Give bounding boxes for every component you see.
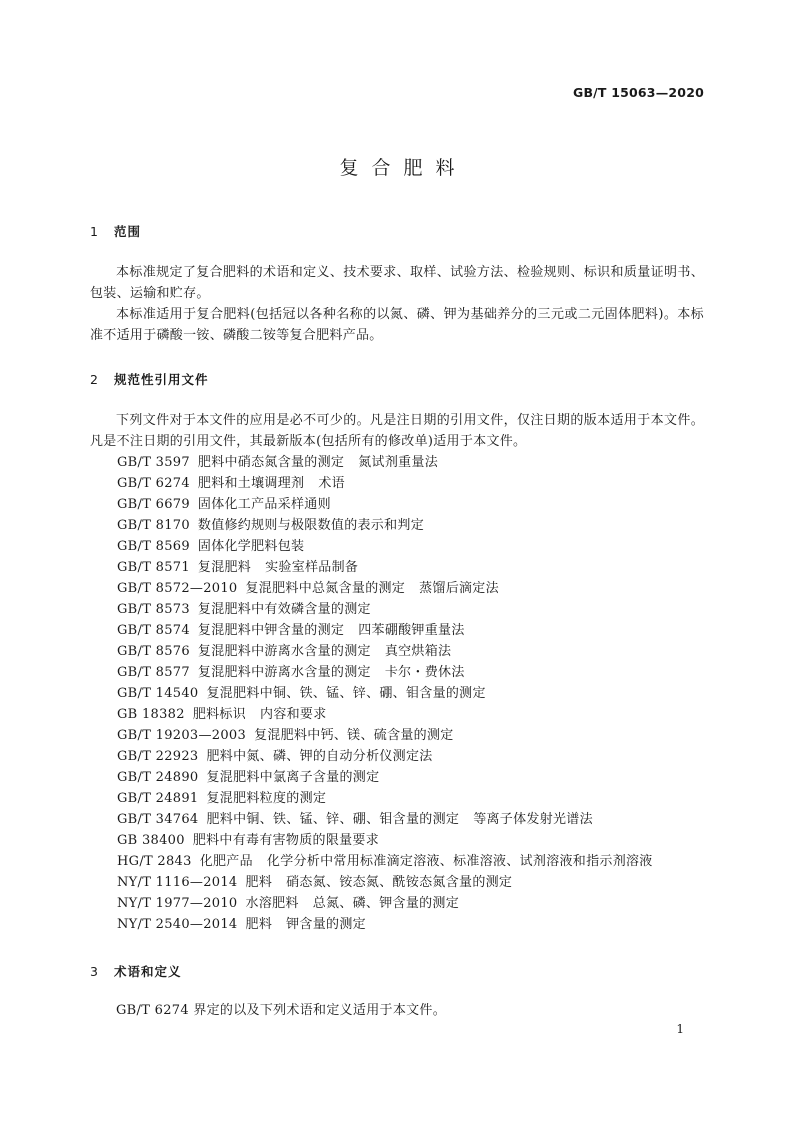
reference-title-part: 复混肥料中有效磷含量的测定 bbox=[197, 602, 371, 617]
section-heading-terms bbox=[90, 962, 182, 980]
reference-title-part: 数值修约规则与极限数值的表示和判定 bbox=[197, 518, 425, 533]
reference-code: NY/T 2540—2014 bbox=[117, 917, 238, 932]
reference-title-part: 卡尔・费休法 bbox=[384, 665, 465, 680]
reference-code: GB/T 8571 bbox=[117, 560, 190, 575]
terms-paragraph-1: GB/T 6274 界定的以及下列术语和定义适用于本文件。 bbox=[116, 1003, 447, 1018]
reference-item bbox=[117, 746, 653, 767]
reference-code: GB/T 6679 bbox=[117, 497, 190, 512]
reference-title-part: 化学分析中常用标准滴定溶液、标准溶液、试剂溶液和指示剂溶液 bbox=[266, 854, 653, 869]
reference-item bbox=[117, 704, 653, 725]
reference-item bbox=[117, 641, 653, 662]
reference-title-part: 复混肥料粒度的测定 bbox=[206, 791, 327, 806]
reference-code: GB/T 3597 bbox=[117, 455, 190, 470]
reference-title-part: 肥料和土壤调理剂 bbox=[197, 476, 305, 491]
reference-title-part: 复混肥料中钙、镁、硫含量的测定 bbox=[254, 728, 454, 743]
section-title: 范围 bbox=[114, 224, 142, 239]
reference-code: GB/T 14540 bbox=[117, 686, 199, 701]
reference-item bbox=[117, 788, 653, 809]
section-number: 2 bbox=[90, 372, 99, 387]
reference-item bbox=[117, 851, 653, 872]
section-title: 规范性引用文件 bbox=[114, 372, 209, 387]
reference-item bbox=[117, 578, 653, 599]
section-heading-scope bbox=[90, 222, 141, 240]
reference-title-part: 复混肥料中游离水含量的测定 bbox=[197, 644, 371, 659]
reference-title-part: 真空烘箱法 bbox=[384, 644, 452, 659]
reference-item bbox=[117, 452, 653, 473]
reference-item bbox=[117, 473, 653, 494]
reference-item bbox=[117, 515, 653, 536]
document-title: 复合肥料 bbox=[339, 157, 468, 179]
reference-title-part: 氮试剂重量法 bbox=[358, 455, 439, 470]
reference-code: GB/T 22923 bbox=[117, 749, 199, 764]
reference-code: GB/T 8170 bbox=[117, 518, 190, 533]
reference-code: GB/T 8577 bbox=[117, 665, 190, 680]
reference-title-part: 肥料中硝态氮含量的测定 bbox=[197, 455, 345, 470]
reference-item bbox=[117, 767, 653, 788]
reference-item bbox=[117, 557, 653, 578]
reference-title-part: 钾含量的测定 bbox=[286, 917, 366, 932]
scope-paragraph-1: 本标准规定了复合肥料的术语和定义、技术要求、取样、试验方法、检验规则、标识和质量证明书、包装、运输和贮存。 bbox=[90, 265, 704, 301]
reference-item bbox=[117, 599, 653, 620]
reference-title-part: 内容和要求 bbox=[260, 707, 327, 722]
reference-title-part: 肥料中氮、磷、钾的自动分析仪测定法 bbox=[206, 749, 433, 764]
reference-title-part: 肥料中有毒有害物质的限量要求 bbox=[192, 833, 380, 848]
reference-code: GB/T 34764 bbox=[117, 812, 199, 827]
standard-code: GB/T 15063—2020 bbox=[572, 85, 704, 100]
reference-item bbox=[117, 494, 653, 515]
reference-code: NY/T 1116—2014 bbox=[117, 875, 238, 890]
reference-title-part: 复混肥料中铜、铁、锰、锌、硼、钼含量的测定 bbox=[206, 686, 486, 701]
section-number: 1 bbox=[90, 224, 99, 239]
reference-code: GB/T 19203—2003 bbox=[117, 728, 247, 743]
reference-item bbox=[117, 893, 653, 914]
reference-title-part: 复混肥料中钾含量的测定 bbox=[197, 623, 345, 638]
reference-title-part: 实验室样品制备 bbox=[265, 560, 359, 575]
reference-title-part: 术语 bbox=[318, 476, 345, 491]
reference-title-part: 四苯硼酸钾重量法 bbox=[358, 623, 465, 638]
reference-item bbox=[117, 872, 653, 893]
reference-code: GB/T 8574 bbox=[117, 623, 190, 638]
reference-item bbox=[117, 725, 653, 746]
reference-title-part: 总氮、磷、钾含量的测定 bbox=[312, 896, 460, 911]
reference-item bbox=[117, 662, 653, 683]
reference-code: GB/T 6274 bbox=[117, 476, 190, 491]
reference-item bbox=[117, 536, 653, 557]
reference-code: GB 38400 bbox=[117, 833, 185, 848]
reference-title-part: 复混肥料中游离水含量的测定 bbox=[197, 665, 371, 680]
reference-title-part: 固体化学肥料包装 bbox=[197, 539, 305, 554]
reference-title-part: 化肥产品 bbox=[199, 854, 253, 869]
reference-title-part: 蒸馏后滴定法 bbox=[419, 581, 499, 596]
reference-code: GB 18382 bbox=[117, 707, 185, 722]
reference-code: GB/T 24891 bbox=[117, 791, 199, 806]
reference-code: GB/T 8573 bbox=[117, 602, 190, 617]
reference-title-part: 等离子体发射光谱法 bbox=[473, 812, 593, 827]
reference-title-part: 复混肥料中总氮含量的测定 bbox=[245, 581, 406, 596]
section-number: 3 bbox=[90, 964, 99, 979]
reference-item bbox=[117, 620, 653, 641]
reference-title-part: 肥料标识 bbox=[192, 707, 247, 722]
reference-item bbox=[117, 830, 653, 851]
reference-title-part: 肥料 bbox=[245, 917, 273, 932]
reference-item bbox=[117, 914, 653, 935]
page-number: 1 bbox=[676, 1022, 684, 1036]
reference-title-part: 硝态氮、铵态氮、酰铵态氮含量的测定 bbox=[286, 875, 513, 890]
reference-title-part: 水溶肥料 bbox=[245, 896, 299, 911]
reference-code: HG/T 2843 bbox=[117, 854, 192, 869]
reference-list bbox=[117, 452, 653, 935]
reference-title-part: 复混肥料中氯离子含量的测定 bbox=[206, 770, 380, 785]
reference-item bbox=[117, 683, 653, 704]
reference-code: GB/T 8569 bbox=[117, 539, 190, 554]
reference-code: GB/T 8576 bbox=[117, 644, 190, 659]
reference-title-part: 复混肥料 bbox=[197, 560, 252, 575]
normative-refs-intro: 下列文件对于本文件的应用是必不可少的。凡是注日期的引用文件，仅注日期的版本适用于本文件。凡是不注日期的引用文件，其最新版本(包括所有的修改单)适用于本文件。 bbox=[90, 413, 704, 449]
reference-code: NY/T 1977—2010 bbox=[117, 896, 238, 911]
section-title: 术语和定义 bbox=[114, 964, 182, 979]
reference-item bbox=[117, 809, 653, 830]
reference-title-part: 肥料中铜、铁、锰、锌、硼、钼含量的测定 bbox=[206, 812, 460, 827]
reference-code: GB/T 24890 bbox=[117, 770, 199, 785]
scope-paragraph-2: 本标准适用于复合肥料(包括冠以各种名称的以氮、磷、钾为基础养分的三元或二元固体肥料)。本标准不适用于磷酸一铵、磷酸二铵等复合肥料产品。 bbox=[90, 307, 704, 343]
reference-code: GB/T 8572—2010 bbox=[117, 581, 238, 596]
reference-title-part: 肥料 bbox=[245, 875, 273, 890]
section-heading-normative-refs bbox=[90, 370, 209, 388]
reference-title-part: 固体化工产品采样通则 bbox=[197, 497, 331, 512]
